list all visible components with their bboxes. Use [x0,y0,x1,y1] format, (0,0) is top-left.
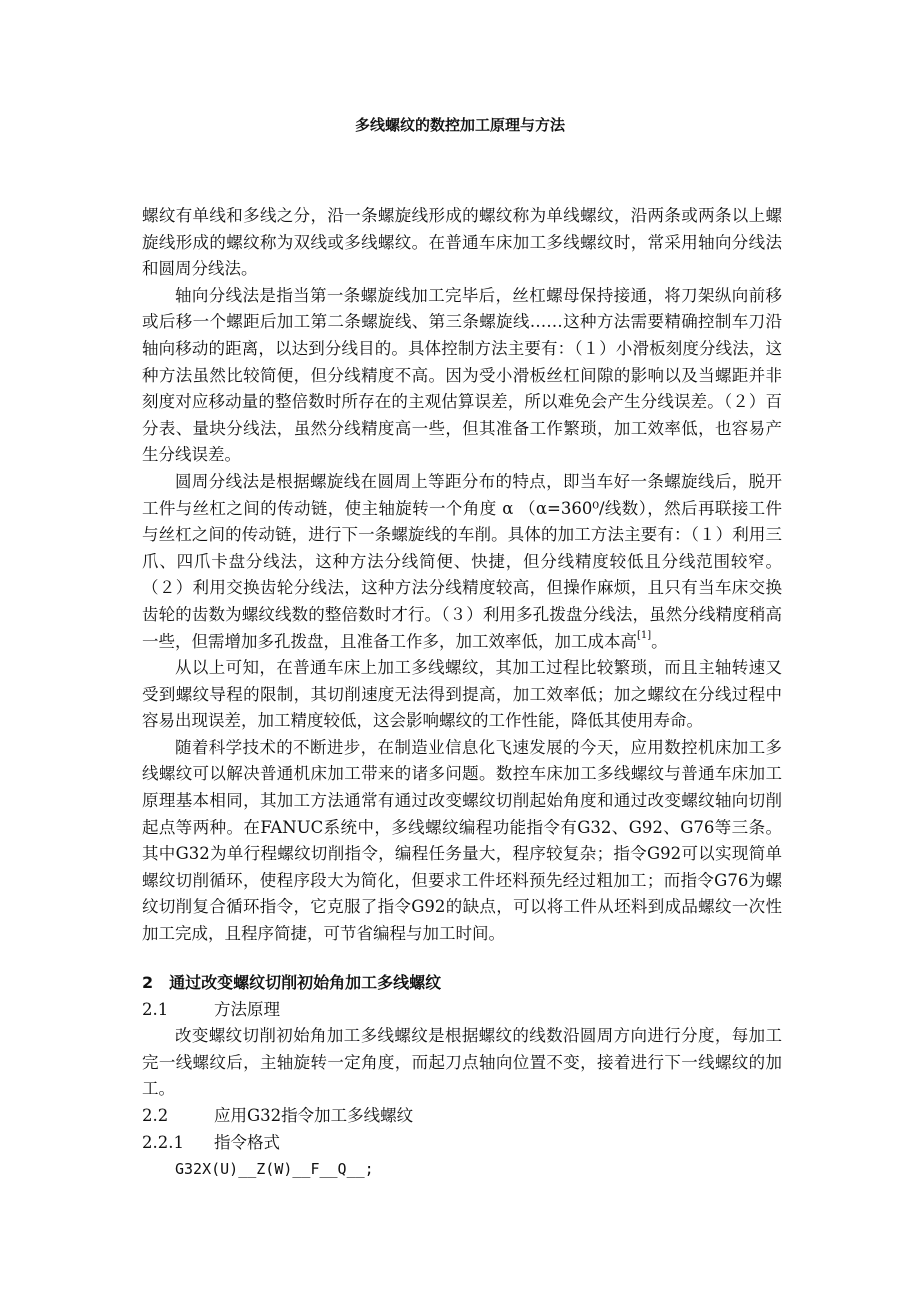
paragraph-circular-method [142,469,782,655]
subsection-2-2-number: 2.2 [142,1106,169,1125]
subsection-2-1-number: 2.1 [142,999,169,1019]
subsection-2-2-1-number: 2.2.1 [142,1132,184,1152]
section-2-heading: 2 通过改变螺纹切削初始角加工多线螺纹 [142,972,442,992]
citation-end: 。 [651,631,668,651]
paragraph-method-principle: 改变螺纹切削初始角加工多线螺纹是根据螺纹的线数沿圆周方向进行分度，每加工完一线螺纹后，主轴旋转一定角度，而起刀点轴向位置不变，接着进行下一线螺纹的加工。 [142,1026,782,1099]
g32-command-format: G32X(U)__Z(W)__F__Q__; [175,1160,374,1179]
paragraph-problems: 从以上可知，在普通车床上加工多线螺纹，其加工过程比较繁琐，而且主轴转速又受到螺纹导程的限制，其切削速度无法得到提高，加工效率低；加之螺纹在分线过程中容易出现误差，加工精度较低，这会影响螺纹的工作性能，降低其使用寿命。 [142,658,782,731]
citation-ref[interactable]: [1] [637,629,652,641]
subsection-2-2-1-title: 指令格式 [214,1132,280,1152]
subsection-2-1-heading [142,997,782,1024]
subsection-2-2-1-heading [142,1130,782,1157]
paragraph-cnc: 随着科学技术的不断进步，在制造业信息化飞速发展的今天，应用数控机床加工多线螺纹可以解决普通机床加工带来的诸多问题。数控车床加工多线螺纹与普通车床加工原理基本相同，其加工方法通常有通过改变螺纹切削起始角度和通过改变螺纹轴向切削起点等两种。在FANUC系统中，多线螺纹编程功能指令有G32、G92、G76等三条。其中G32为单行程螺纹切削指令，编程任务量大，程序较复杂；指令G92可以实现简单螺纹切削循环，使程序段大为简化，但要求工件坯料预先经过粗加工；而指令G76为螺纹切削复合循环指令，它克服了指令G92的缺点，可以将工件从坯料到成品螺纹一次性加工完成，且程序简捷，可节省编程与加工时间。 [142,737,782,944]
subsection-2-1-title: 方法原理 [214,999,280,1019]
document-body [142,203,782,1183]
subsection-2-2-heading [142,1103,782,1130]
paragraph-intro: 螺纹有单线和多线之分，沿一条螺旋线形成的螺纹称为单线螺纹，沿两条或两条以上螺旋线形成的螺纹称为双线或多线螺纹。在普通车床加工多线螺纹时，常采用轴向分线法和圆周分线法。 [142,206,782,279]
paragraph-circular-text: 圆周分线法是根据螺旋线在圆周上等距分布的特点，即当车好一条螺旋线后，脱开工件与丝杠之间的传动链，使主轴旋转一个角度 α （α=360⁰/线数），然后再联接工件与丝杠之间的传动链，进行下一条螺旋线的车削。具体的加工方法主要有：（１）利用三爪、四爪卡盘分线法，这种方法分线简便、快捷，但分线精度较低且分线范围较窄。（２）利用交换齿轮分线法，这种方法分线精度较高，但操作麻烦，且只有当车床交换齿轮的齿数为螺纹线数的整倍数时才行。（３）利用多孔拨盘分线法，虽然分线精度稍高一些，但需增加多孔拨盘，且准备工作多，加工效率低，加工成本高 [142,471,782,651]
document-title: 多线螺纹的数控加工原理与方法 [354,116,565,134]
paragraph-axial-method: 轴向分线法是指当第一条螺旋线加工完毕后，丝杠螺母保持接通，将刀架纵向前移或后移一个螺距后加工第二条螺旋线、第三条螺旋线……这种方法需要精确控制车刀沿轴向移动的距离，以达到分线目的。具体控制方法主要有：（１）小滑板刻度分线法，这种方法虽然比较简便，但分线精度不高。因为受小滑板丝杠间隙的影响以及当螺距并非刻度对应移动量的整倍数时所存在的主观估算误差，所以难免会产生分线误差。（２）百分表、量块分线法，虽然分线精度高一些，但其准备工作繁琐，加工效率低，也容易产生分线误差。 [142,285,782,465]
subsection-2-2-title: 应用G32指令加工多线螺纹 [214,1106,414,1125]
